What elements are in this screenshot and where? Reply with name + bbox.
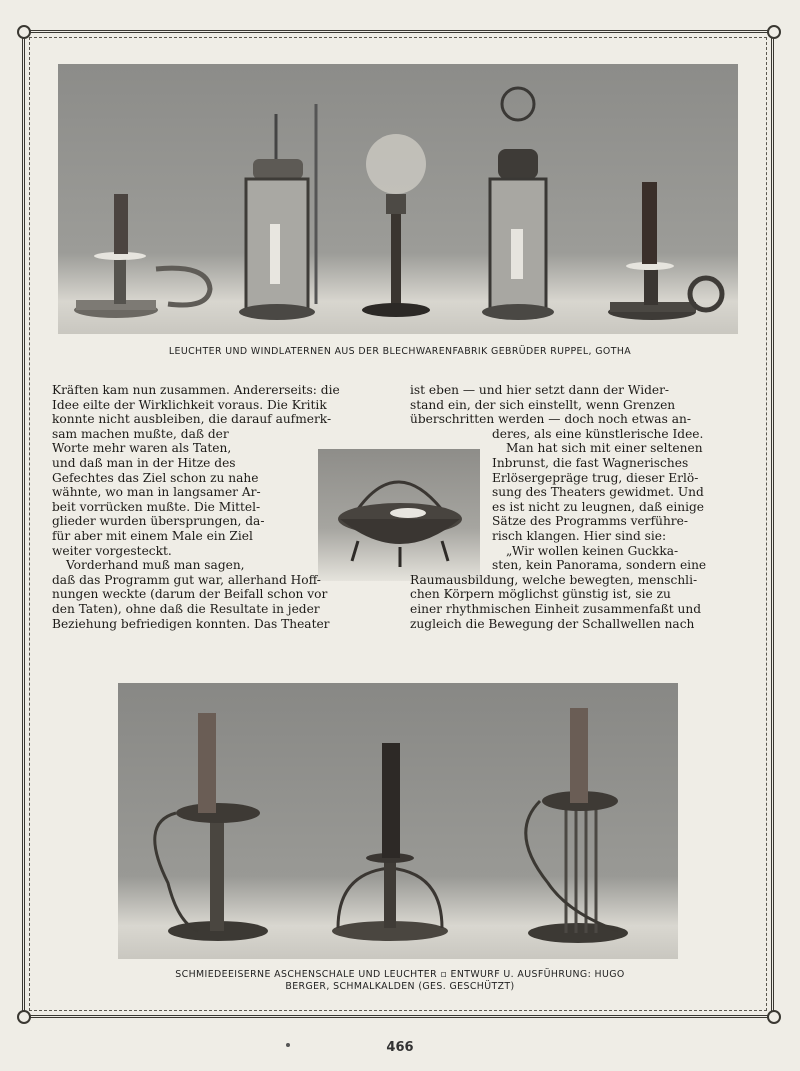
text-line: Gefechtes das Ziel schon zu nahe — [52, 470, 259, 485]
text-line: beit vorrücken mußte. Die Mittel- — [52, 499, 261, 514]
chamberstick-right — [608, 182, 722, 320]
caption-bottom-line1: SCHMIEDEEISERNE ASCHENSCHALE UND LEUCHTER ▫ ENTWURF U. AUSFÜHRUNG: HUGO — [175, 969, 625, 980]
text-line: Raumausbildung, welche bewegten, menschli- — [410, 572, 698, 587]
text-line: sung des Theaters gewidmet. Und — [492, 485, 704, 500]
border-corner-ornament — [767, 1010, 781, 1024]
wrought-iron-candlestick-middle — [332, 743, 448, 941]
photo-candlesticks-lanterns — [58, 64, 738, 334]
caption-top: LEUCHTER UND WINDLATERNEN AUS DER BLECHWARENFABRIK GEBRÜDER RUPPEL, GOTHA — [168, 346, 632, 357]
text-line: den Taten), ohne daß die Resultate in jeder — [52, 601, 320, 616]
text-line: für aber mit einem Male ein Ziel — [52, 528, 253, 543]
text-line: überschritten werden — doch noch etwas an- — [410, 412, 691, 427]
text-line: einer rhythmischen Einheit zusammenfaßt und — [410, 601, 702, 616]
lantern-glass — [239, 104, 316, 320]
right-column-text — [410, 383, 752, 631]
text-line: sten, kein Panorama, sondern eine — [492, 558, 707, 573]
text-line: stand ein, der sich einstellt, wenn Grenzen — [410, 397, 676, 412]
text-line: Worte mehr waren als Taten, — [52, 441, 232, 456]
text-line: ist eben — und hier setzt dann der Wider- — [410, 383, 670, 397]
photo-wrought-iron-candlesticks — [118, 683, 678, 959]
lantern-tall — [482, 88, 554, 320]
text-line: Idee eilte der Wirklichkeit voraus. Die Kritik — [52, 397, 327, 412]
text-line: Beziehung befriedigen konnten. Das Theater — [52, 616, 330, 631]
text-line: „Wir wollen keinen Guckka- — [506, 543, 679, 558]
text-line: weiter vorgesteckt. — [52, 543, 172, 558]
text-line: risch klangen. Hier sind sie: — [492, 528, 667, 543]
text-line: sam machen mußte, daß der — [52, 426, 229, 441]
left-column-text — [52, 383, 398, 631]
border-corner-ornament — [17, 25, 31, 39]
wrought-iron-candlestick-left — [155, 713, 268, 941]
page-number: 466 — [386, 1040, 414, 1055]
text-line: wähnte, wo man in langsamer Ar- — [52, 485, 261, 500]
chamberstick-left — [74, 194, 210, 318]
text-line: Man hat sich mit einer seltenen — [506, 441, 703, 456]
text-line: nungen weckte (darum der Beifall schon vor — [52, 587, 328, 602]
border-corner-ornament — [17, 1010, 31, 1024]
text-line: Kräften kam nun zusammen. Andererseits: die — [52, 383, 340, 397]
text-line: chen Körpern möglichst günstig ist, sie zu — [410, 587, 671, 602]
wrought-iron-candlestick-right — [526, 708, 628, 943]
lamp-with-globe — [362, 134, 430, 317]
border-corner-ornament — [767, 25, 781, 39]
text-line: konnte nicht ausbleiben, die darauf aufmerk- — [52, 412, 332, 427]
text-line: Erlösergepräge trug, dieser Erlö- — [492, 470, 699, 485]
text-line: daß das Programm gut war, allerhand Hoff- — [52, 572, 321, 587]
text-line: Vorderhand muß man sagen, — [66, 558, 245, 573]
caption-bottom-line2: BERGER, SCHMALKALDEN (GES. GESCHÜTZT) — [285, 981, 515, 992]
caption-bottom — [80, 969, 720, 993]
text-line: Inbrunst, die fast Wagnerisches — [492, 455, 689, 470]
text-line: es ist nicht zu leugnen, daß einige — [492, 499, 704, 514]
text-line: zugleich die Bewegung der Schallwellen nach — [410, 616, 695, 631]
text-line: deres, als eine künstlerische Idee. — [492, 426, 704, 441]
text-line: Sätze des Programms verführe- — [492, 514, 688, 529]
text-line: und daß man in der Hitze des — [52, 455, 236, 470]
text-line: glieder wurden übersprungen, da- — [52, 514, 265, 529]
